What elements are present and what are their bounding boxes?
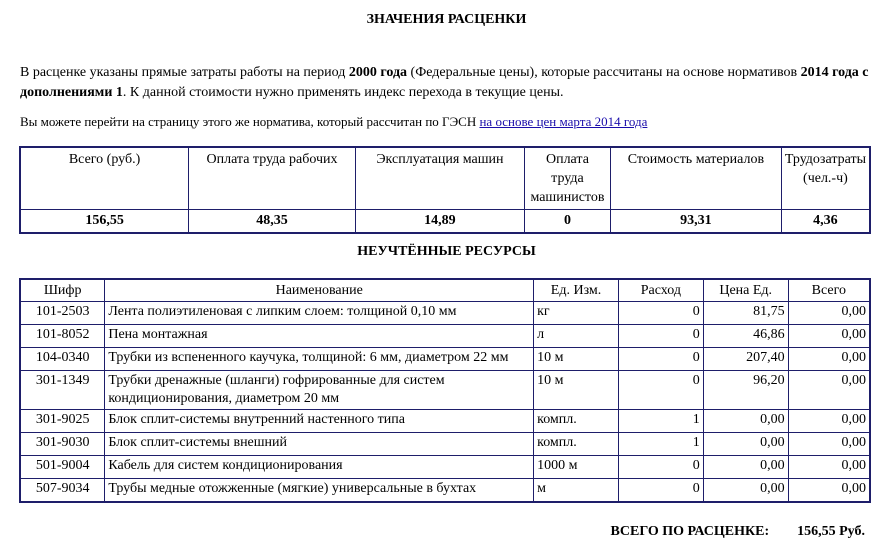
resource-unit: компл. xyxy=(534,433,619,456)
resource-price: 81,75 xyxy=(703,302,788,325)
resource-total: 0,00 xyxy=(788,433,870,456)
resource-price: 46,86 xyxy=(703,325,788,348)
resource-name: Трубки из вспененного каучука, толщиной: 6 мм, диаметром 22 мм xyxy=(105,348,534,371)
summary-header-total: Всего (руб.) xyxy=(20,147,189,210)
grand-total-value: 156,55 Руб. xyxy=(797,524,865,539)
col-header-code: Шифр xyxy=(20,279,105,302)
grand-total-label: ВСЕГО ПО РАСЦЕНКЕ: xyxy=(610,524,770,539)
resource-price: 96,20 xyxy=(703,371,788,410)
summary-header-row xyxy=(20,147,870,210)
resource-name: Пена монтажная xyxy=(105,325,534,348)
resource-total: 0,00 xyxy=(788,479,870,503)
resource-qty: 1 xyxy=(618,410,703,433)
resource-total: 0,00 xyxy=(788,325,870,348)
resource-qty: 0 xyxy=(618,456,703,479)
col-header-qty: Расход xyxy=(618,279,703,302)
resource-total: 0,00 xyxy=(788,371,870,410)
resource-unit: кг xyxy=(534,302,619,325)
resource-name: Трубы медные отожженные (мягкие) универсальные в бухтах xyxy=(105,479,534,503)
summary-value-total: 156,55 xyxy=(20,210,189,234)
resource-row xyxy=(20,348,870,371)
col-header-name: Наименование xyxy=(105,279,534,302)
resource-row xyxy=(20,479,870,503)
intro-bold-norms: 2014 года с дополнениями 1 xyxy=(20,65,869,100)
summary-header-labor: Оплата труда рабочих xyxy=(189,147,356,210)
resource-unit: 10 м xyxy=(534,348,619,371)
resource-name: Лента полиэтиленовая с липким слоем: толщиной 0,10 мм xyxy=(105,302,534,325)
grand-total xyxy=(611,524,865,540)
resource-row xyxy=(20,325,870,348)
resource-code: 501-9004 xyxy=(20,456,105,479)
resource-qty: 1 xyxy=(618,433,703,456)
resource-code: 301-1349 xyxy=(20,371,105,410)
summary-values-row xyxy=(20,210,870,234)
resource-price: 207,40 xyxy=(703,348,788,371)
resource-qty: 0 xyxy=(618,479,703,503)
summary-value-operators: 0 xyxy=(524,210,610,234)
summary-value-labor-hours: 4,36 xyxy=(781,210,870,234)
intro-bold-period: 2000 года xyxy=(348,65,408,80)
resource-price: 0,00 xyxy=(703,410,788,433)
resource-price: 0,00 xyxy=(703,479,788,503)
col-header-unit: Ед. Изм. xyxy=(534,279,619,302)
intro-text-2: (Федеральные цены), которые рассчитаны на основе нормативов xyxy=(407,65,801,80)
resource-row xyxy=(20,410,870,433)
resource-qty: 0 xyxy=(618,302,703,325)
resources-title: НЕУЧТЁННЫЕ РЕСУРСЫ xyxy=(357,244,536,259)
intro-text-1: В расценке указаны прямые затраты работы на период xyxy=(20,65,349,80)
resource-unit: м xyxy=(534,479,619,503)
resource-unit: компл. xyxy=(534,410,619,433)
resource-name: Блок сплит-системы внешний xyxy=(105,433,534,456)
resource-row xyxy=(20,456,870,479)
resource-row xyxy=(20,302,870,325)
resource-total: 0,00 xyxy=(788,456,870,479)
resources-table xyxy=(19,278,871,503)
resource-code: 301-9030 xyxy=(20,433,105,456)
resource-unit: 10 м xyxy=(534,371,619,410)
col-header-price: Цена Ед. xyxy=(703,279,788,302)
resource-price: 0,00 xyxy=(703,433,788,456)
link-line xyxy=(20,114,870,130)
resource-code: 507-9034 xyxy=(20,479,105,503)
resource-qty: 0 xyxy=(618,348,703,371)
summary-header-machines: Эксплуатация машин xyxy=(355,147,524,210)
intro-paragraph xyxy=(20,63,870,103)
col-header-total: Всего xyxy=(788,279,870,302)
resource-total: 0,00 xyxy=(788,410,870,433)
resource-price: 0,00 xyxy=(703,456,788,479)
summary-header-operators: Оплата труда машинистов xyxy=(524,147,610,210)
resource-row xyxy=(20,433,870,456)
resource-name: Кабель для систем кондиционирования xyxy=(105,456,534,479)
resources-header-row xyxy=(20,279,870,302)
resource-qty: 0 xyxy=(618,325,703,348)
resource-row xyxy=(20,371,870,410)
resource-total: 0,00 xyxy=(788,348,870,371)
resource-unit: 1000 м xyxy=(534,456,619,479)
summary-header-labor-hours: Трудозатраты (чел.-ч) xyxy=(781,147,870,210)
resource-name: Блок сплит-системы внутренний настенного типа xyxy=(105,410,534,433)
intro-text-3: . К данной стоимости нужно применять индекс перехода в текущие цены. xyxy=(122,85,564,100)
resource-unit: л xyxy=(534,325,619,348)
summary-table xyxy=(19,146,871,234)
resource-total: 0,00 xyxy=(788,302,870,325)
resource-code: 104-0340 xyxy=(20,348,105,371)
march-2014-prices-link[interactable]: на основе цен марта 2014 года xyxy=(479,114,648,129)
resource-qty: 0 xyxy=(618,371,703,410)
resource-code: 101-2503 xyxy=(20,302,105,325)
resource-code: 101-8052 xyxy=(20,325,105,348)
summary-value-labor: 48,35 xyxy=(189,210,356,234)
page-title: ЗНАЧЕНИЯ РАСЦЕНКИ xyxy=(366,12,527,27)
resource-name: Трубки дренажные (шланги) гофрированные для систем кондиционирования, диаметром 20 мм xyxy=(105,371,534,410)
link-line-text: Вы можете перейти на страницу этого же норматива, который рассчитан по ГЭСН xyxy=(20,114,480,129)
summary-value-materials: 93,31 xyxy=(610,210,781,234)
summary-header-materials: Стоимость материалов xyxy=(610,147,781,210)
resource-code: 301-9025 xyxy=(20,410,105,433)
summary-value-machines: 14,89 xyxy=(355,210,524,234)
